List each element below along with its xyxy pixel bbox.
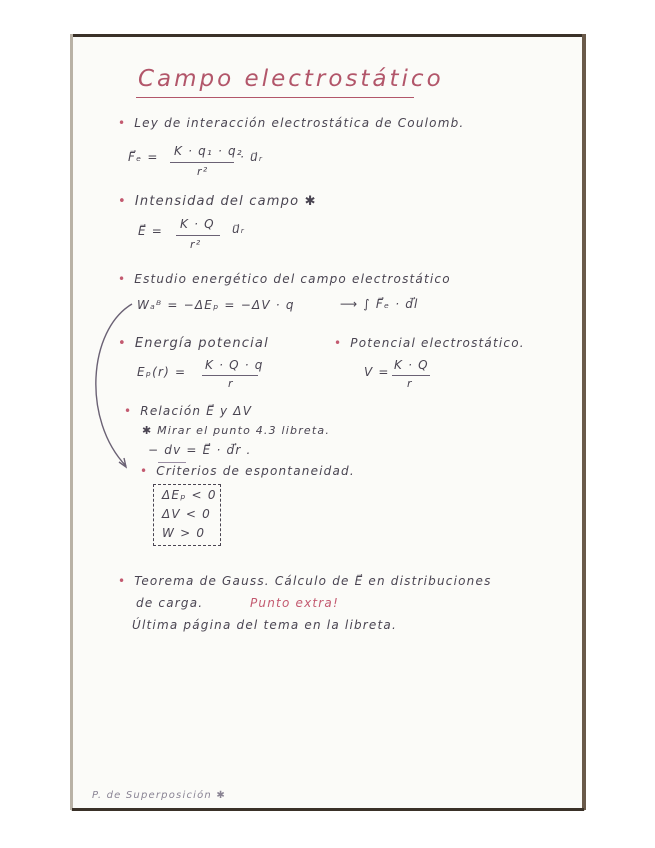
gauss-line1 xyxy=(118,574,492,588)
bullet-icon: • xyxy=(118,116,127,130)
energia-denominator: r xyxy=(228,377,234,390)
criterios-heading-text: Criterios de espontaneidad. xyxy=(156,464,355,478)
coulomb-tail: · u⃗ᵣ xyxy=(240,150,264,164)
energetico-integral: ⟶ ∫ F⃗ₑ · d⃗l xyxy=(340,297,419,311)
potencial-heading-text: Potencial electrostático. xyxy=(350,336,525,350)
intensidad-denominator: r² xyxy=(190,238,202,251)
energia-heading-text: Energía potencial xyxy=(134,336,269,351)
gauss-line2a: de carga. xyxy=(136,596,204,610)
bullet-icon: • xyxy=(118,194,127,209)
potencial-lhs: V = xyxy=(364,365,390,379)
criterio-item: ΔEₚ < 0 xyxy=(162,488,217,502)
footer-note: P. de Superposición ✱ xyxy=(92,790,226,801)
coulomb-denominator: r² xyxy=(197,165,209,178)
bullet-icon: • xyxy=(334,336,343,350)
bullet-icon: • xyxy=(118,272,127,286)
gauss-line1-text: Teorema de Gauss. Cálculo de E⃗ en distribuciones xyxy=(134,574,492,588)
relacion-note: ✱ Mirar el punto 4.3 libreta. xyxy=(142,424,331,437)
bullet-icon: • xyxy=(118,574,127,588)
gauss-punto-extra: Punto extra! xyxy=(250,596,339,610)
relacion-formula: − dv = E⃗ · d⃗r . xyxy=(148,443,252,457)
energia-lhs: Eₚ(r) = xyxy=(137,365,187,379)
bullet-icon: • xyxy=(124,404,133,418)
potencial-numerator: K · Q xyxy=(394,358,429,372)
coulomb-lhs: F⃗ₑ = xyxy=(128,150,159,164)
bullet-icon: • xyxy=(118,336,127,351)
criterio-item: ΔV < 0 xyxy=(162,507,211,521)
intensidad-tail: u⃗ᵣ xyxy=(232,222,246,236)
energetico-heading-text: Estudio energético del campo electrostático xyxy=(134,272,451,286)
potencial-denominator: r xyxy=(407,377,413,390)
energia-numerator: K · Q · q xyxy=(205,358,264,372)
intensidad-heading-text: Intensidad del campo ✱ xyxy=(134,194,317,209)
relacion-heading-text: Relación E⃗ y ΔV xyxy=(140,404,253,418)
criterio-item: W > 0 xyxy=(162,526,206,540)
gauss-line3: Última página del tema en la libreta. xyxy=(132,618,397,632)
coulomb-numerator: K · q₁ · q₂ xyxy=(174,144,243,158)
intensidad-lhs: E⃗ = xyxy=(138,224,164,238)
coulomb-heading-text: Ley de interacción electrostática de Coulomb. xyxy=(134,116,465,130)
energetico-formula: Wₐᴮ = −ΔEₚ = −ΔV · q xyxy=(137,298,295,312)
intensidad-numerator: K · Q xyxy=(180,217,215,231)
page-title: Campo electrostático xyxy=(138,66,444,92)
bullet-icon: • xyxy=(140,464,149,478)
